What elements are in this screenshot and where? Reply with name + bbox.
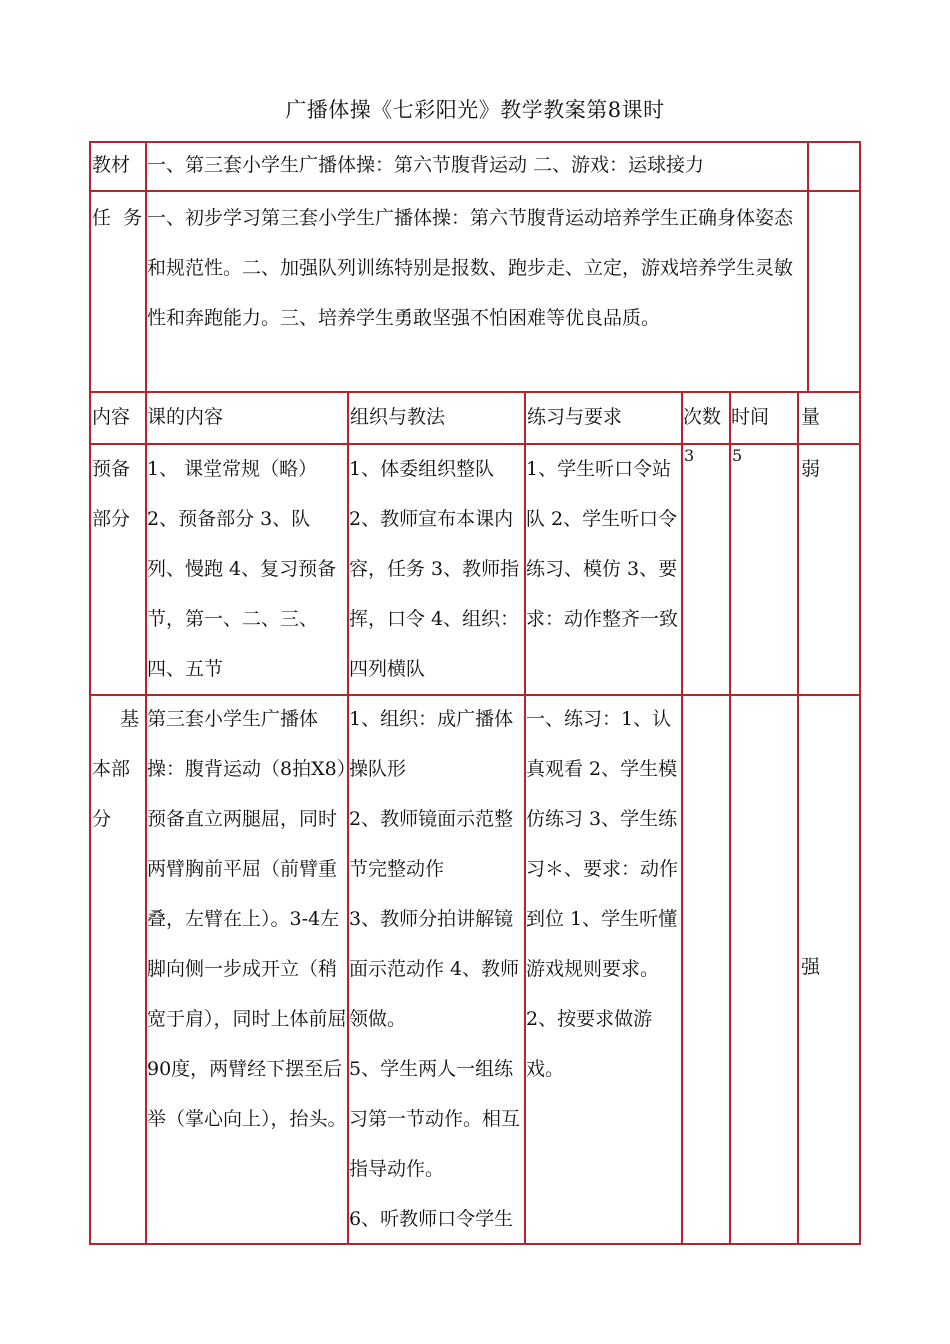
basic-org-line: 1、组织：成广播体操队形 [349,708,514,780]
header-content: 内容 [92,406,131,428]
material-value: 一、第三套小学生广播体操：第六节腹背运动 二、游戏：运球接力 [147,154,705,176]
basic-org-line: 5、学生两人一组练习第一节动作。相互指导动作。 [349,1058,521,1180]
header-duration: 时间 [731,406,770,428]
basic-load: 强 [801,956,821,978]
prep-load: 弱 [801,458,821,480]
header-practice: 练习与要求 [527,406,623,428]
col-divider [729,391,731,1245]
row-divider [89,190,861,192]
table-border-right [859,141,861,1245]
basic-practice: 一、练习：1、认真观看 2、学生模仿练习 3、学生练习＊、要求：动作 到位 1、学生听懂游戏规则要求。2、按要求做游戏。 [526,708,679,1080]
prep-times: 3 [684,447,695,465]
header-load: 量 [801,406,821,428]
page-title: 广播体操《七彩阳光》教学教案第8课时 [285,98,665,122]
material-label: 教材 [92,154,131,176]
prep-org: 1、体委组织整队 2、教师宣布本课内容，任务 3、教师指挥，口令 4、组织：四列横队 [349,458,520,680]
col-divider [797,391,799,1245]
task-value: 一、初步学习第三套小学生广播体操：第六节腹背运动培养学生正确身体姿态和规范性。二、加强队列训练特别是报数、跑步走、立定，游戏培养学生灵敏性和奔跑能力。三、培养学生勇敢坚强不怕困难等优良品质。 [147,207,794,329]
basic-org-line: 6、听教师口令学生 [349,1208,514,1230]
table-border-bottom [89,1243,861,1245]
prep-label: 预备部分 [92,458,131,530]
basic-org-line: 2、教师镜面示范整节完整动作 [349,808,514,880]
table-border-left [89,141,91,1245]
prep-lesson: 1、 课堂常规（略）2、预备部分 3、队列、慢跑 4、复习预备节，第一、二、三、四、五节 [147,458,337,680]
basic-label: 基本部分 [92,708,140,830]
basic-lesson: 第三套小学生广播体操：腹背运动（8拍X8）预备直立两腿屈，同时两臂胸前平屈（前臂重叠，左臂在上）。3-4左脚向侧一步成开立（稍宽于肩），同时上体前屈90度，两臂经下摆至后举（掌心向上），抬头。 [147,708,347,1130]
header-org: 组织与教法 [350,406,446,428]
header-lesson: 课的内容 [147,406,224,428]
basic-org [349,694,524,1242]
basic-org-line: 3、教师分拍讲解镜面示范动作 4、教师领做。 [349,908,520,1030]
prep-duration: 5 [732,447,743,465]
header-times: 次数 [683,406,722,428]
task-label: 任 务 [92,207,143,229]
prep-practice: 1、学生听口令站队 2、学生听口令练习、模仿 3、要求：动作整齐一致 [526,458,679,630]
